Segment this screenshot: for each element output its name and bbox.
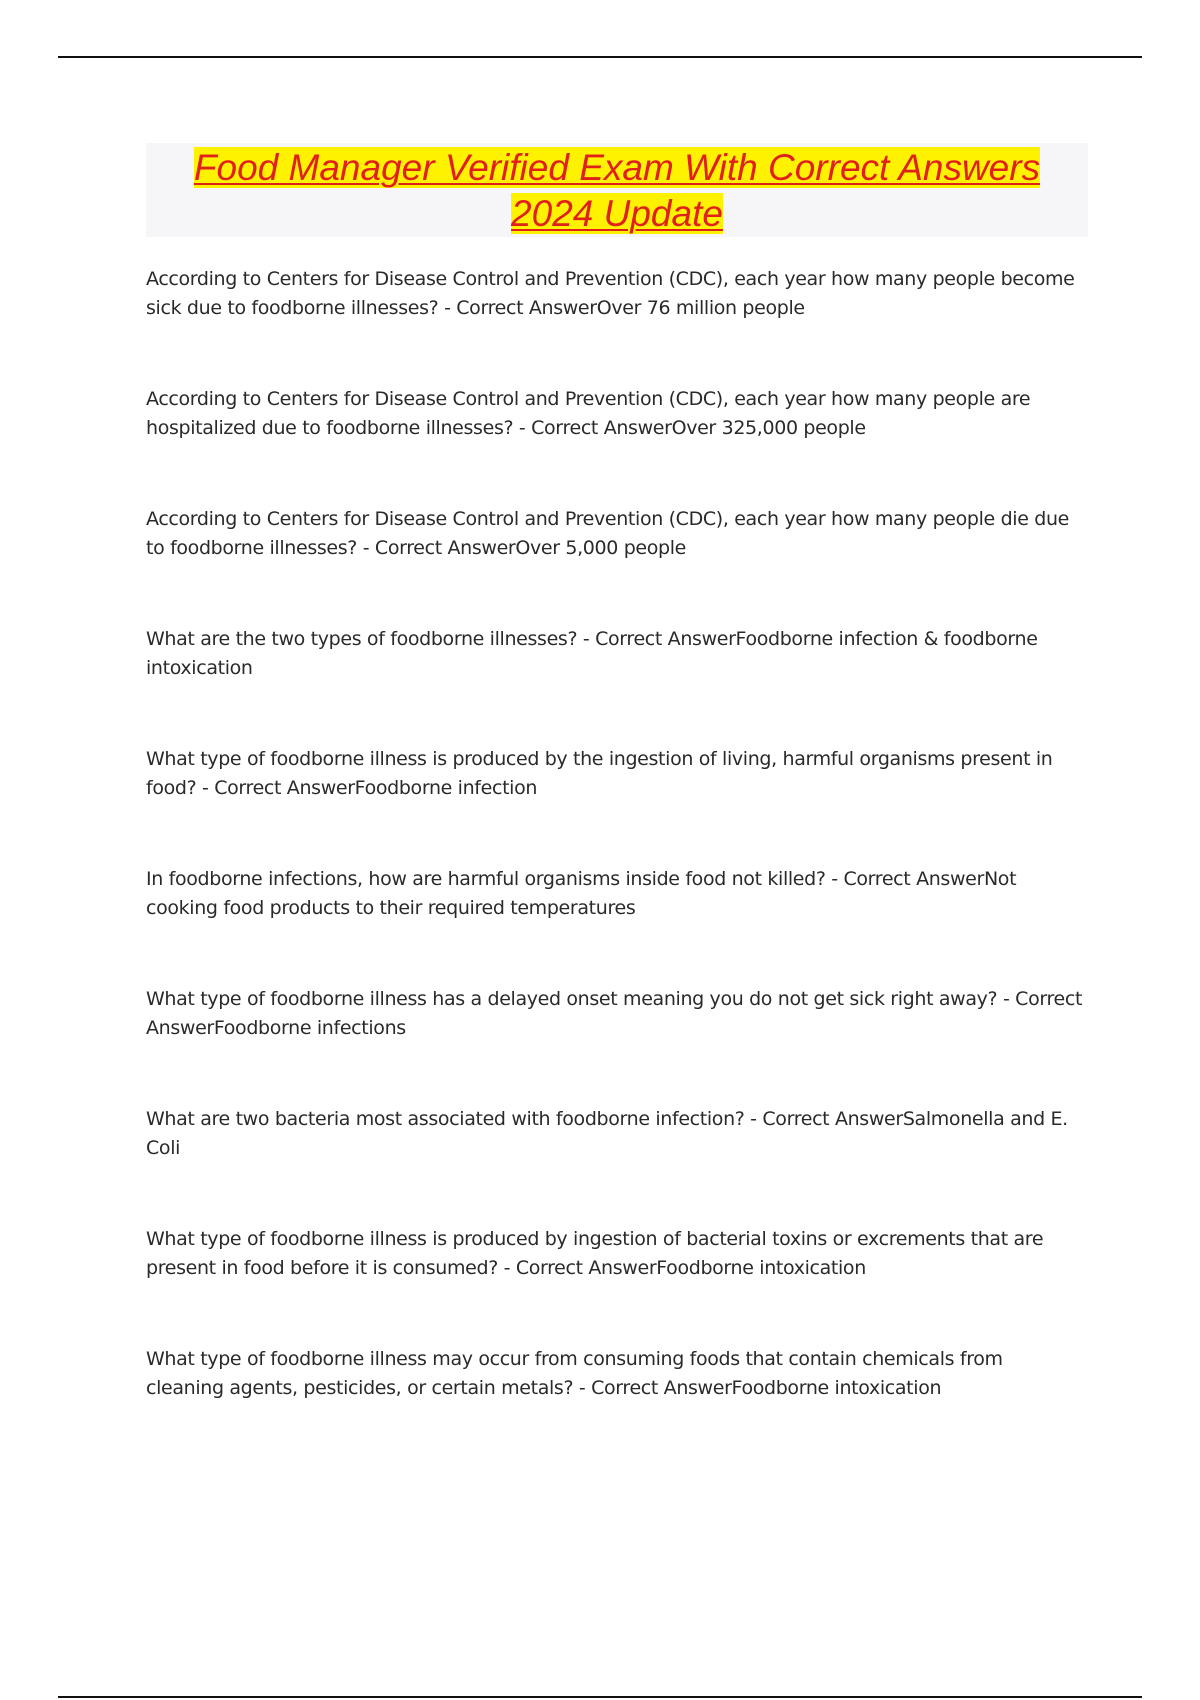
qa-item-2: According to Centers for Disease Control and Prevention (CDC), each year how many people are hospitalized due to foodborne illnesses? - Correct AnswerOver 325,000 people — [146, 388, 1031, 439]
footer-rule — [58, 1696, 1142, 1698]
header-rule — [58, 56, 1142, 58]
title-line-2: 2024 Update — [511, 193, 723, 234]
qa-item-5: What type of foodborne illness is produced by the ingestion of living, harmful organisms present in food? - Correct AnswerFoodborne infection — [146, 748, 1053, 799]
qa-item-1: According to Centers for Disease Control and Prevention (CDC), each year how many people become sick due to foodborne illnesses? - Correct AnswerOver 76 million people — [146, 268, 1075, 319]
question-answer-list — [146, 265, 1086, 1465]
title-line-1: Food Manager Verified Exam With Correct Answers — [193, 147, 1041, 188]
qa-item-6: In foodborne infections, how are harmful organisms inside food not killed? - Correct AnswerNot cooking food products to their required temperatures — [146, 868, 1017, 919]
qa-item-9: What type of foodborne illness is produced by ingestion of bacterial toxins or excrements that are present in food before it is consumed? - Correct AnswerFoodborne intoxication — [146, 1228, 1044, 1279]
qa-item-8: What are two bacteria most associated with foodborne infection? - Correct AnswerSalmonella and E. Coli — [146, 1108, 1068, 1159]
qa-item-7: What type of foodborne illness has a delayed onset meaning you do not get sick right away? - Correct AnswerFoodborne infections — [146, 988, 1083, 1039]
qa-item-3: According to Centers for Disease Control and Prevention (CDC), each year how many people die due to foodborne illnesses? - Correct AnswerOver 5,000 people — [146, 508, 1069, 559]
qa-item-4: What are the two types of foodborne illnesses? - Correct AnswerFoodborne infection & foodborne intoxication — [146, 628, 1038, 679]
qa-item-10: What type of foodborne illness may occur from consuming foods that contain chemicals from cleaning agents, pesticides, or certain metals? - Correct AnswerFoodborne intoxication — [146, 1348, 1003, 1399]
document-title — [146, 143, 1088, 237]
